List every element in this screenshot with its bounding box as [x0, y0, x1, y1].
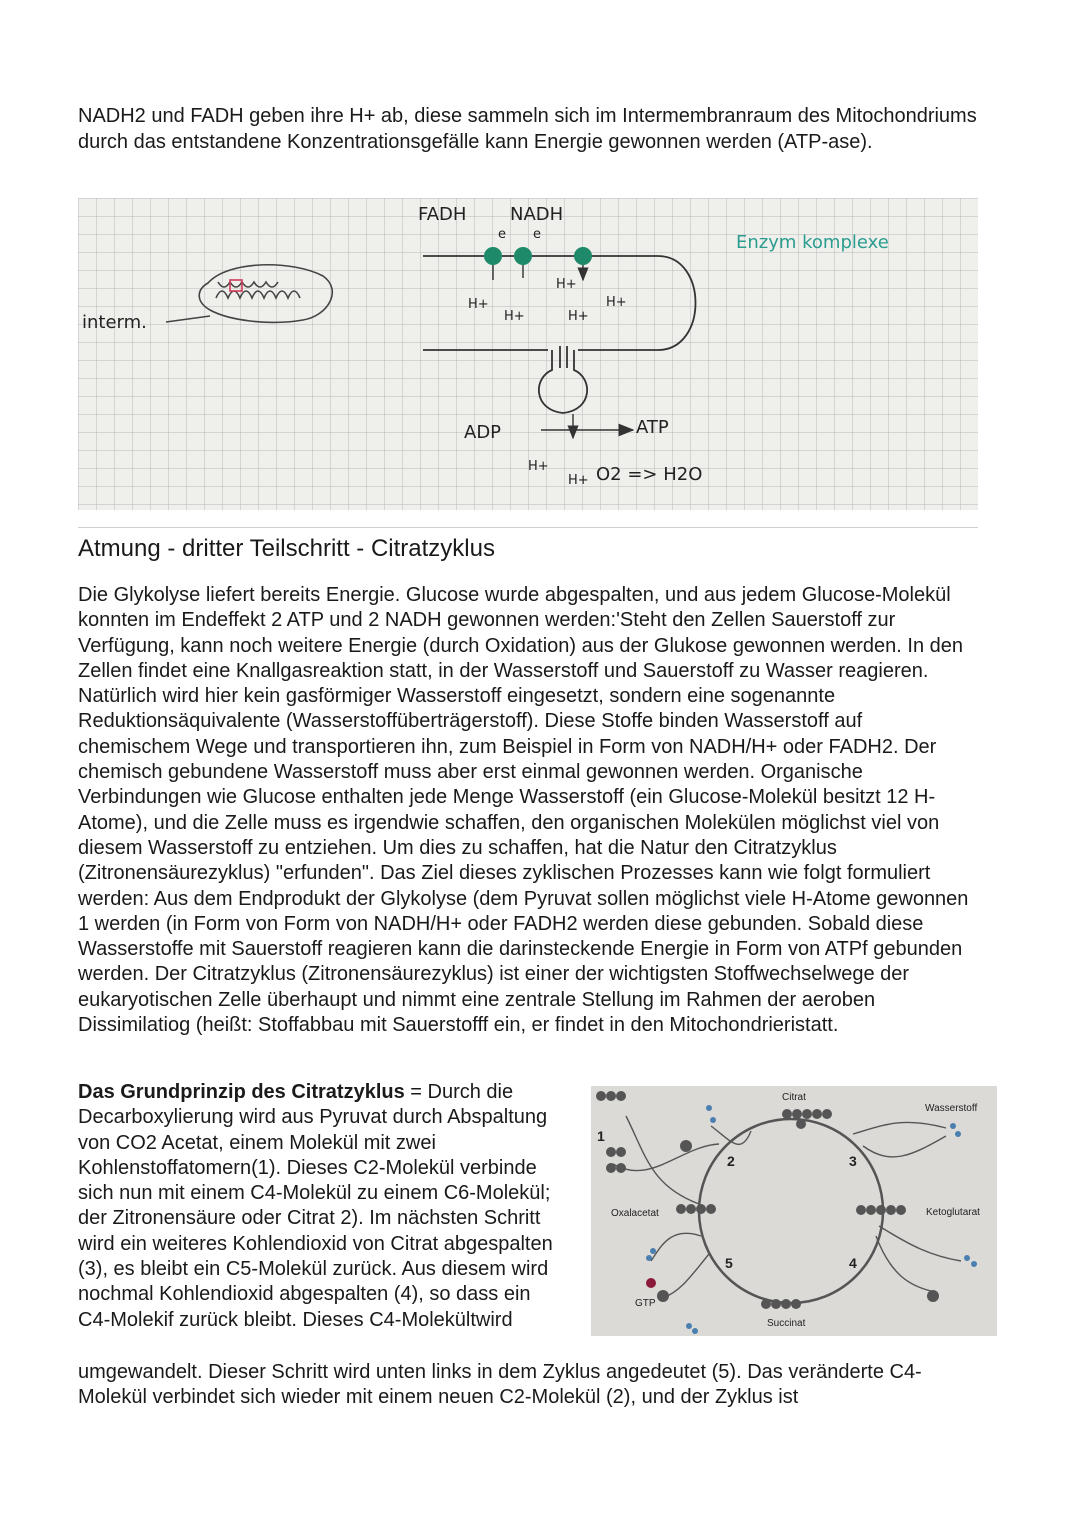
proton-label-5: H+ — [606, 295, 627, 310]
sketch-svg — [78, 198, 978, 510]
wasserstoff-label: Wasserstoff — [925, 1103, 978, 1114]
gtp-dot — [646, 1278, 656, 1288]
principle-text: = Durch die Decarboxylierung wird aus Pyruvat durch Abspaltung von CO2 Acetat, einem Molekül mit zwei Kohlenstoffatomern(1). Dieses C2-Molekül verbinde sich nun mit einem C4-Molekül zu einem C6-Molekül; der Zitronensäure oder Citrat 2). Im nächsten Schritt wird ein weiteres Kohlendioxid von Citrat abgespalten (3), es bleibt ein C5-Molekül zurück. Aus diesem wird nochmal Kohlendioxid abgespalten (4), so dass ein C4-Molekif zurück bleibt. Dieses C4-Molekültwird — [78, 1081, 553, 1331]
cycle-ring — [699, 1119, 883, 1303]
enzyme-complex-2 — [514, 247, 532, 265]
citric-acid-cycle-figure — [591, 1086, 997, 1336]
adp-label: ADP — [464, 422, 502, 443]
gtp-label: GTP — [635, 1298, 656, 1309]
molecule-dots — [596, 1091, 939, 1309]
principle-paragraph — [78, 1080, 568, 1333]
proton-label-4: H+ — [568, 309, 589, 324]
proton-label-2: H+ — [504, 309, 525, 324]
step-4-number: 4 — [849, 1255, 857, 1271]
continuation-paragraph: umgewandelt. Dieser Schritt wird unten links in dem Zyklus angedeutet (5). Das veränderte C4-Molekül verbindet sich wieder mit einem neuen C2-Molekül (2), und der Zyklus ist — [78, 1361, 922, 1409]
ketoglutarat-label: Ketoglutarat — [926, 1207, 980, 1218]
nadh-label: NADH — [510, 204, 564, 225]
step-1-number: 1 — [597, 1128, 605, 1144]
atp-label: ATP — [636, 417, 669, 438]
electron-transport-sketch — [78, 198, 978, 510]
intro-paragraph: NADH2 und FADH geben ihre H+ ab, diese sammeln sich im Intermembranraum des Mitochondriums durch das entstandene Konzentrationsgefälle kann Energie gewonnen werden (ATP-ase). — [78, 105, 977, 153]
enzyme-complex-3 — [574, 247, 592, 265]
proton-label-7: H+ — [568, 473, 589, 488]
step-3-number: 3 — [849, 1153, 857, 1169]
step-2-number: 2 — [727, 1153, 735, 1169]
electron-label-2: e — [533, 227, 541, 242]
body-paragraph: Die Glykolyse liefert bereits Energie. Glucose wurde abgespalten, und aus jedem Glucose-Molekül konnten im Endeffekt 2 ATP und 2 NADH gewonnen werden:'Steht den Zellen Sauerstoff zur Verfügung, kann noch weitere Energie (durch Oxidation) aus der Glukose gewonnen werden. In den Zellen findet eine Knallgasreaktion statt, in der Wasserstoff und Sauerstoff zu Wasser reagieren. Natürlich wird hier kein gasförmiger Wasserstoff eingesetzt, sondern eine sogenannte Reduktionsäquivalente (Wasserstoffüberträgerstoff). Diese Stoffe binden Wasserstoff auf chemischem Wege und transportieren ihn, zum Beispiel in Form von NADH/H+ oder FADH2. Der chemisch gebundene Wasserstoff muss aber erst einmal gewonnen werden. Organische Verbindungen wie Glucose enthalten jede Menge Wasserstoff (ein Glucose-Molekül besitzt 12 H-Atome), und die Zelle muss es irgendwie schaffen, den organischen Molekülen möglichst viel von diesem Wasserstoff zu entziehen. Um dies zu schaffen, hat die Natur den Citratzyklus (Zitronensäurezyklus) "erfunden". Das Ziel dieses zyklischen Prozesses kann wie folgt formuliert werden: Aus dem Endprodukt der Glykolyse (dem Pyruvat sollen möglichst viele H-Atome gewonnen 1 werden (in Form von Form von NADH/H+ oder FADH2 werden diese gebunden. Sobald diese Wasserstoffe mit Sauerstoff reagieren kann die darinsteckende Energie in Form von ATPf gebunden werden. Der Citratzyklus (Zitronensäurezyklus) ist einer der wichtigsten Stoffwechselwege der eukaryotischen Zelle überhaupt und nimmt eine zentrale Stellung im Rahmen der aeroben Dissimilatiog (heißt: Stoffabbau mit Sauerstofff ein, er findet in den Mitochondrieristatt. — [78, 584, 969, 1037]
fadh-label: FADH — [418, 204, 467, 225]
proton-label-3: H+ — [556, 277, 577, 292]
succinat-label: Succinat — [767, 1318, 806, 1329]
step-5-number: 5 — [725, 1255, 733, 1271]
interm-label: interm. — [82, 312, 147, 333]
principle-title: Das Grundprinzip des Citratzyklus — [78, 1081, 405, 1103]
proton-label-6: H+ — [528, 459, 549, 474]
enzyme-label: Enzym komplexe — [736, 232, 889, 253]
cycle-arrows — [613, 1116, 961, 1298]
oxygen-water-label: O2 => H2O — [596, 464, 703, 485]
section-divider — [78, 527, 978, 528]
enzyme-complex-1 — [484, 247, 502, 265]
citrat-label: Citrat — [782, 1092, 806, 1103]
proton-label-1: H+ — [468, 297, 489, 312]
cycle-svg — [591, 1086, 997, 1336]
electron-label-1: e — [498, 227, 506, 242]
section-heading: Atmung - dritter Teilschritt - Citratzyklus — [78, 535, 495, 562]
oxalacetat-label: Oxalacetat — [611, 1208, 659, 1219]
